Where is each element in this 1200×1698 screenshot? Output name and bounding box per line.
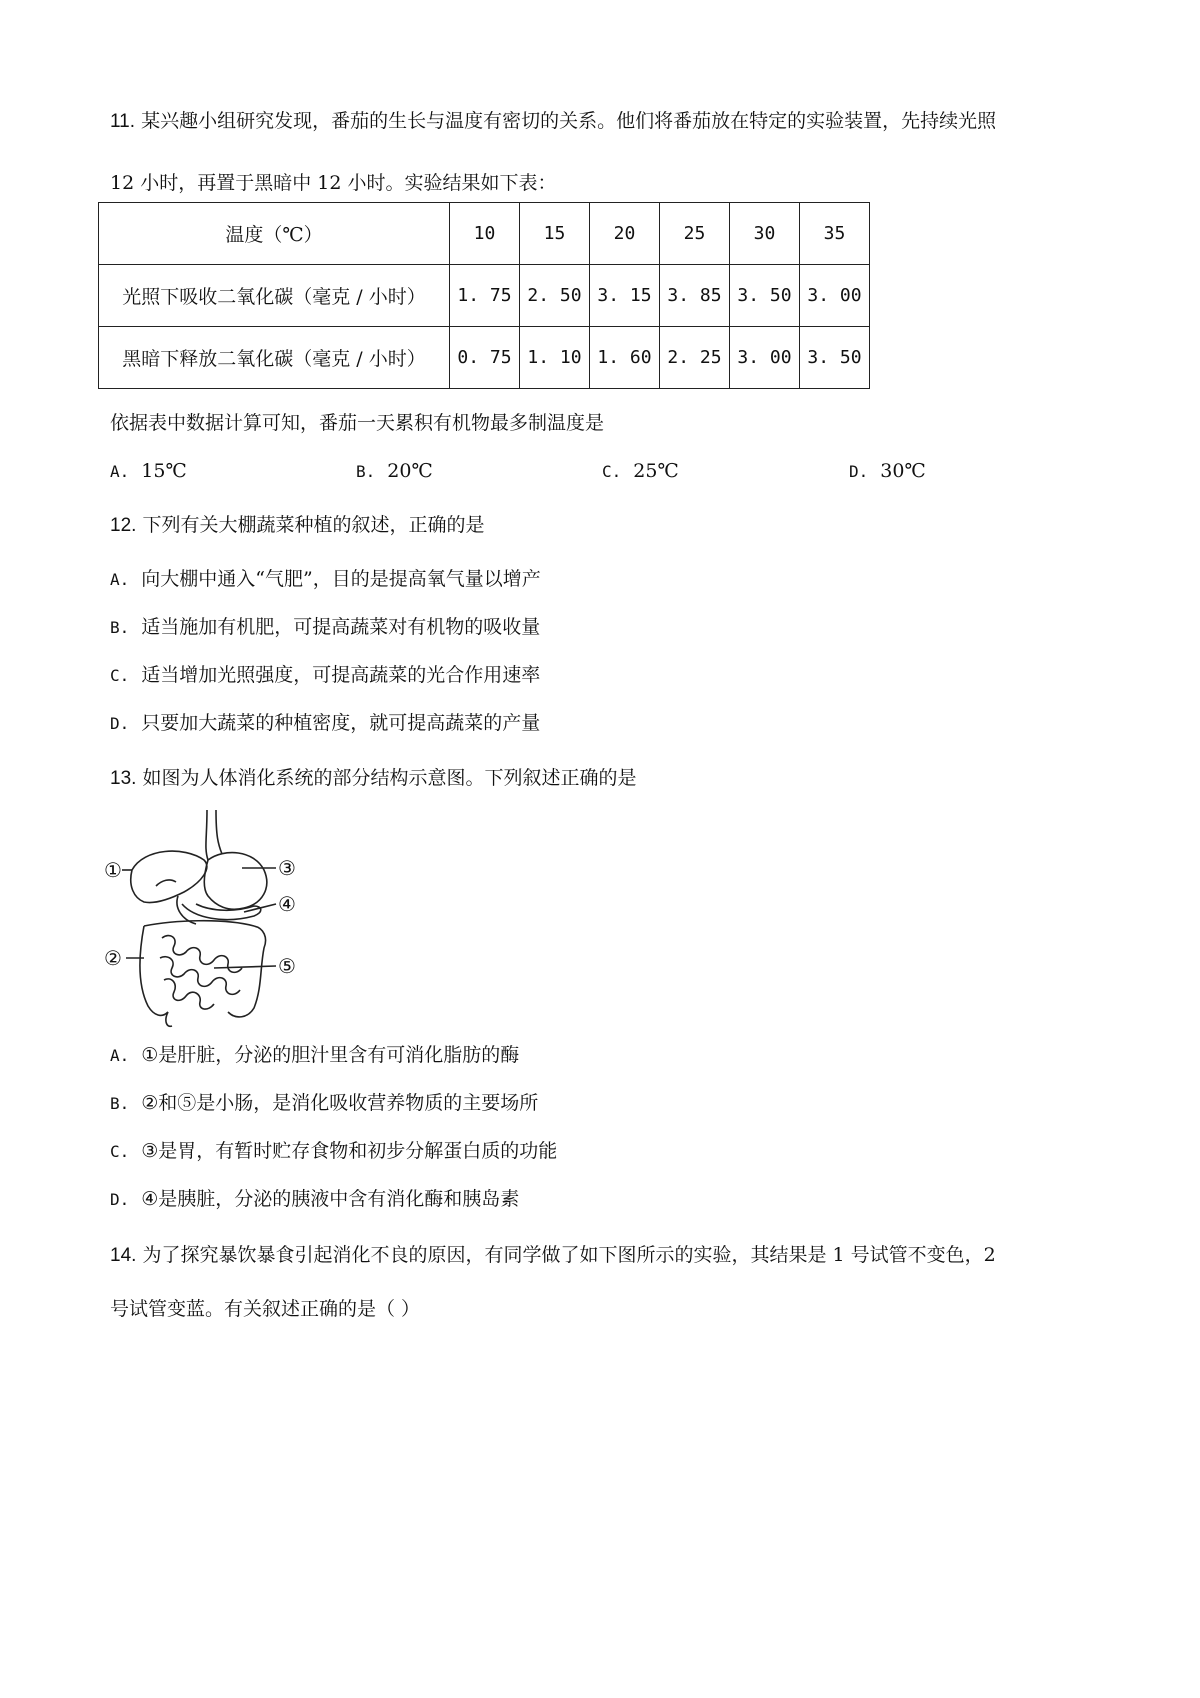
table-cell: 2. 25 xyxy=(660,327,730,389)
esophagus-shape xyxy=(216,810,222,854)
q12-stem xyxy=(110,512,484,539)
liver-shape xyxy=(156,880,176,886)
option-text: ②和⑤是小肠，是消化吸收营养物质的主要场所 xyxy=(141,1092,539,1114)
table-cell: 0. 75 xyxy=(450,327,520,389)
option-text: 25℃ xyxy=(633,460,679,482)
q11-stem-text1: 某兴趣小组研究发现，番茄的生长与温度有密切的关系。他们将番茄放在特定的实验装置，先持续光照 xyxy=(141,110,997,132)
table-cell: 3. 15 xyxy=(590,265,660,327)
q12-number: 12. xyxy=(110,515,137,536)
temp-cell: 35 xyxy=(800,203,870,265)
row-label: 光照下吸收二氧化碳（毫克 / 小时） xyxy=(99,265,450,327)
diagram-label-2: ② xyxy=(104,946,122,970)
temp-cell: 15 xyxy=(520,203,590,265)
row-label: 黑暗下释放二氧化碳（毫克 / 小时） xyxy=(99,327,450,389)
diagram-label-1: ① xyxy=(104,858,122,882)
q13-option-c[interactable] xyxy=(110,1138,557,1165)
leader-line xyxy=(214,966,276,968)
option-letter: A. xyxy=(110,570,130,589)
option-text: 向大棚中通入“气肥”，目的是提高氧气量以增产 xyxy=(141,568,541,590)
temp-cell: 20 xyxy=(590,203,660,265)
table-cell: 1. 10 xyxy=(520,327,590,389)
q14-number: 14. xyxy=(110,1245,137,1266)
option-letter: B. xyxy=(356,462,376,481)
option-text: 适当增加光照强度，可提高蔬菜的光合作用速率 xyxy=(141,664,541,686)
q13-option-b[interactable] xyxy=(110,1090,538,1117)
q13-stem-text: 如图为人体消化系统的部分结构示意图。下列叙述正确的是 xyxy=(142,767,637,789)
table-cell: 3. 00 xyxy=(800,265,870,327)
option-letter: C. xyxy=(110,666,130,685)
q11-option-a[interactable] xyxy=(110,458,187,485)
table-header-label: 温度（℃） xyxy=(99,203,450,265)
large-intestine-shape xyxy=(140,926,168,1015)
option-letter: D. xyxy=(849,462,869,481)
option-text: 15℃ xyxy=(141,460,187,482)
table-cell: 3. 00 xyxy=(730,327,800,389)
q13-option-d[interactable] xyxy=(110,1186,519,1213)
q13-option-a[interactable] xyxy=(110,1042,519,1069)
q12-stem-text: 下列有关大棚蔬菜种植的叙述，正确的是 xyxy=(142,514,485,536)
q11-number: 11. xyxy=(110,111,136,132)
diagram-label-5: ⑤ xyxy=(278,954,296,978)
q11-stem-line2: 12 小时，再置于黑暗中 12 小时。实验结果如下表： xyxy=(110,172,557,194)
temp-cell: 10 xyxy=(450,203,520,265)
table-row xyxy=(99,265,870,327)
option-text: 30℃ xyxy=(880,460,926,482)
option-letter: D. xyxy=(110,714,130,733)
liver-shape xyxy=(131,851,207,902)
q12-option-c[interactable] xyxy=(110,662,540,689)
option-letter: C. xyxy=(602,462,622,481)
option-letter: D. xyxy=(110,1190,130,1209)
q12-option-a[interactable] xyxy=(110,566,541,593)
stomach-shape xyxy=(204,853,267,910)
q12-option-d[interactable] xyxy=(110,710,540,737)
table-cell: 3. 50 xyxy=(730,265,800,327)
q11-option-b[interactable] xyxy=(356,458,433,485)
q11-after-table: 依据表中数据计算可知，番茄一天累积有机物最多制温度是 xyxy=(110,412,605,434)
q12-option-b[interactable] xyxy=(110,614,540,641)
esophagus-shape xyxy=(206,810,208,860)
diagram-label-4: ④ xyxy=(278,892,296,916)
q11-data-table xyxy=(98,202,870,389)
small-intestine-shape xyxy=(164,979,214,1009)
table-cell: 3. 50 xyxy=(800,327,870,389)
table-row xyxy=(99,327,870,389)
option-text: ①是肝脏，分泌的胆汁里含有可消化脂肪的酶 xyxy=(141,1044,520,1066)
temp-cell: 25 xyxy=(660,203,730,265)
table-header-row xyxy=(99,203,870,265)
table-cell: 2. 50 xyxy=(520,265,590,327)
duodenum-shape xyxy=(177,896,196,924)
option-letter: B. xyxy=(110,1094,130,1113)
option-text: 只要加大蔬菜的种植密度，就可提高蔬菜的产量 xyxy=(141,712,541,734)
large-intestine-shape xyxy=(144,921,266,1017)
q13-stem xyxy=(110,765,636,792)
q11-option-d[interactable] xyxy=(849,458,926,485)
q13-number: 13. xyxy=(110,768,137,789)
option-letter: A. xyxy=(110,1046,130,1065)
table-cell: 3. 85 xyxy=(660,265,730,327)
option-letter: A. xyxy=(110,462,130,481)
option-text: 适当施加有机肥，可提高蔬菜对有机物的吸收量 xyxy=(141,616,541,638)
q11-option-c[interactable] xyxy=(602,458,679,485)
option-letter: B. xyxy=(110,618,130,637)
q14-stem-line2: 号试管变蓝。有关叙述正确的是（ ） xyxy=(110,1298,421,1320)
table-cell: 1. 75 xyxy=(450,265,520,327)
table-cell: 1. 60 xyxy=(590,327,660,389)
option-letter: C. xyxy=(110,1142,130,1161)
temp-cell: 30 xyxy=(730,203,800,265)
diagram-label-3: ③ xyxy=(278,856,296,880)
option-text: ③是胃，有暂时贮存食物和初步分解蛋白质的功能 xyxy=(141,1140,558,1162)
digestive-system-diagram xyxy=(104,808,324,1030)
q14-stem-text1: 为了探究暴饮暴食引起消化不良的原因，有同学做了如下图所示的实验，其结果是 1 号试管不变色，2 xyxy=(142,1244,996,1266)
option-text: 20℃ xyxy=(387,460,433,482)
option-text: ④是胰脏，分泌的胰液中含有消化酶和胰岛素 xyxy=(141,1188,520,1210)
appendix-shape xyxy=(166,1012,172,1026)
q11-stem-line1 xyxy=(110,108,996,135)
q14-stem-line1 xyxy=(110,1242,996,1269)
